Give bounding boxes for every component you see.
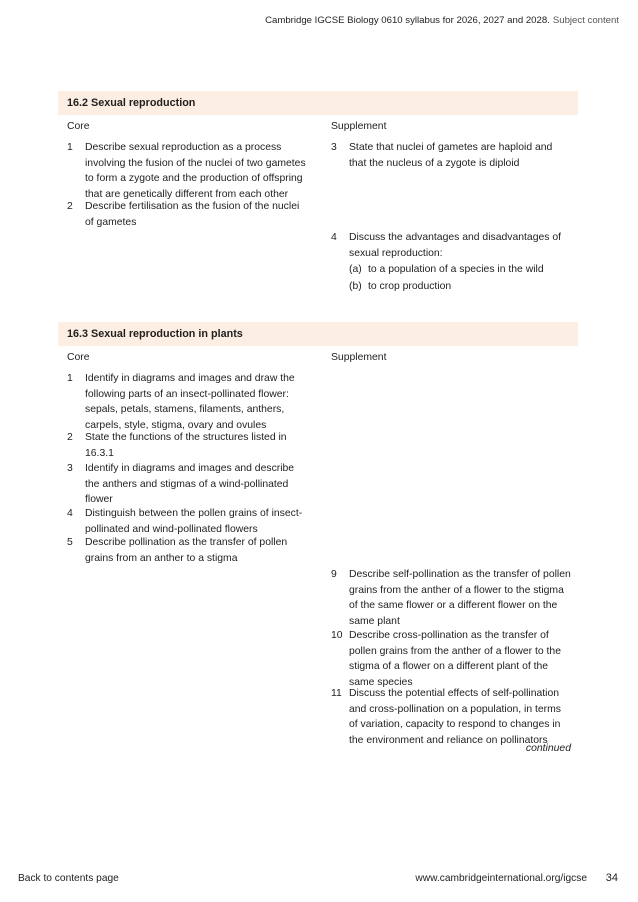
item-text: Describe pollination as the transfer of pollen grains from an anther to a stigma <box>85 537 288 564</box>
website-link[interactable]: www.cambridgeinternational.org/igcse <box>415 873 587 884</box>
list-item <box>67 430 307 461</box>
sub-item-text: to crop production <box>368 281 452 292</box>
list-item <box>67 371 307 433</box>
item-text: Discuss the potential effects of self-pollination and cross-pollination on a population, in terms of variation, capacity to respond to changes in the environment and reliance on pollinators <box>349 688 561 746</box>
item-number: 9 <box>331 569 337 580</box>
item-text: Describe cross-pollination as the transfer of pollen grains from the anther of a flower to the stigma of a flower on a different plant of the same species <box>349 630 561 688</box>
core-label: Core <box>67 121 90 132</box>
section-heading-16-3: 16.3 Sexual reproduction in plants <box>58 322 578 346</box>
page-number: 34 <box>605 872 618 884</box>
header-title: Cambridge IGCSE Biology 0610 syllabus for 2026, 2027 and 2028. <box>265 15 550 26</box>
list-item <box>331 628 571 690</box>
list-item <box>331 230 571 261</box>
item-number: 11 <box>331 688 342 699</box>
item-number: 3 <box>331 142 337 153</box>
sub-list-item <box>349 262 544 278</box>
sub-item-text: to a population of a species in the wild <box>368 264 544 275</box>
item-number: 4 <box>331 232 337 243</box>
supplement-label: Supplement <box>331 352 387 363</box>
sub-item-letter: (a) <box>349 264 362 275</box>
item-number: 10 <box>331 630 343 641</box>
item-text: Identify in diagrams and images and draw the following parts of an insect-pollinated flower: sepals, petals, stamens, filaments, anthers, carpels, style, stigma, ovary and ovules <box>85 373 295 431</box>
item-number: 4 <box>67 508 73 519</box>
list-item <box>67 140 307 202</box>
continued-note: continued <box>525 743 571 754</box>
item-text: State that nuclei of gametes are haploid and that the nucleus of a zygote is diploid <box>349 142 553 169</box>
list-item <box>331 567 571 629</box>
list-item <box>331 686 571 748</box>
list-item <box>67 535 307 566</box>
back-to-contents-link[interactable]: Back to contents page <box>18 873 119 884</box>
supplement-label: Supplement <box>331 121 387 132</box>
item-number: 1 <box>67 373 73 384</box>
running-header <box>265 15 619 26</box>
item-number: 2 <box>67 201 73 212</box>
list-item <box>331 140 571 171</box>
core-label: Core <box>67 352 90 363</box>
list-item <box>67 461 307 508</box>
item-text: Describe sexual reproduction as a process involving the fusion of the nuclei of two gametes to form a zygote and the production of offspring that are genetically different from each other <box>85 142 306 200</box>
item-text: State the functions of the structures listed in 16.3.1 <box>85 432 287 459</box>
item-text: Describe self-pollination as the transfer of pollen grains from the anther of a flower to the stigma of the same flower or a different flower on the same plant <box>349 569 571 627</box>
sub-list-item <box>349 279 451 295</box>
item-number: 1 <box>67 142 73 153</box>
item-number: 3 <box>67 463 73 474</box>
item-number: 2 <box>67 432 73 443</box>
list-item <box>67 199 307 230</box>
item-text: Describe fertilisation as the fusion of the nuclei of gametes <box>85 201 300 228</box>
item-text: Identify in diagrams and images and describe the anthers and stigmas of a wind-pollinated flower <box>85 463 295 506</box>
sub-item-letter: (b) <box>349 281 362 292</box>
item-text: Discuss the advantages and disadvantages of sexual reproduction: <box>349 232 561 259</box>
section-heading-16-2: 16.2 Sexual reproduction <box>58 91 578 115</box>
item-text: Distinguish between the pollen grains of insect-pollinated and wind-pollinated flowers <box>85 508 303 535</box>
header-subtitle: Subject content <box>552 15 619 26</box>
item-number: 5 <box>67 537 73 548</box>
list-item <box>67 506 307 537</box>
